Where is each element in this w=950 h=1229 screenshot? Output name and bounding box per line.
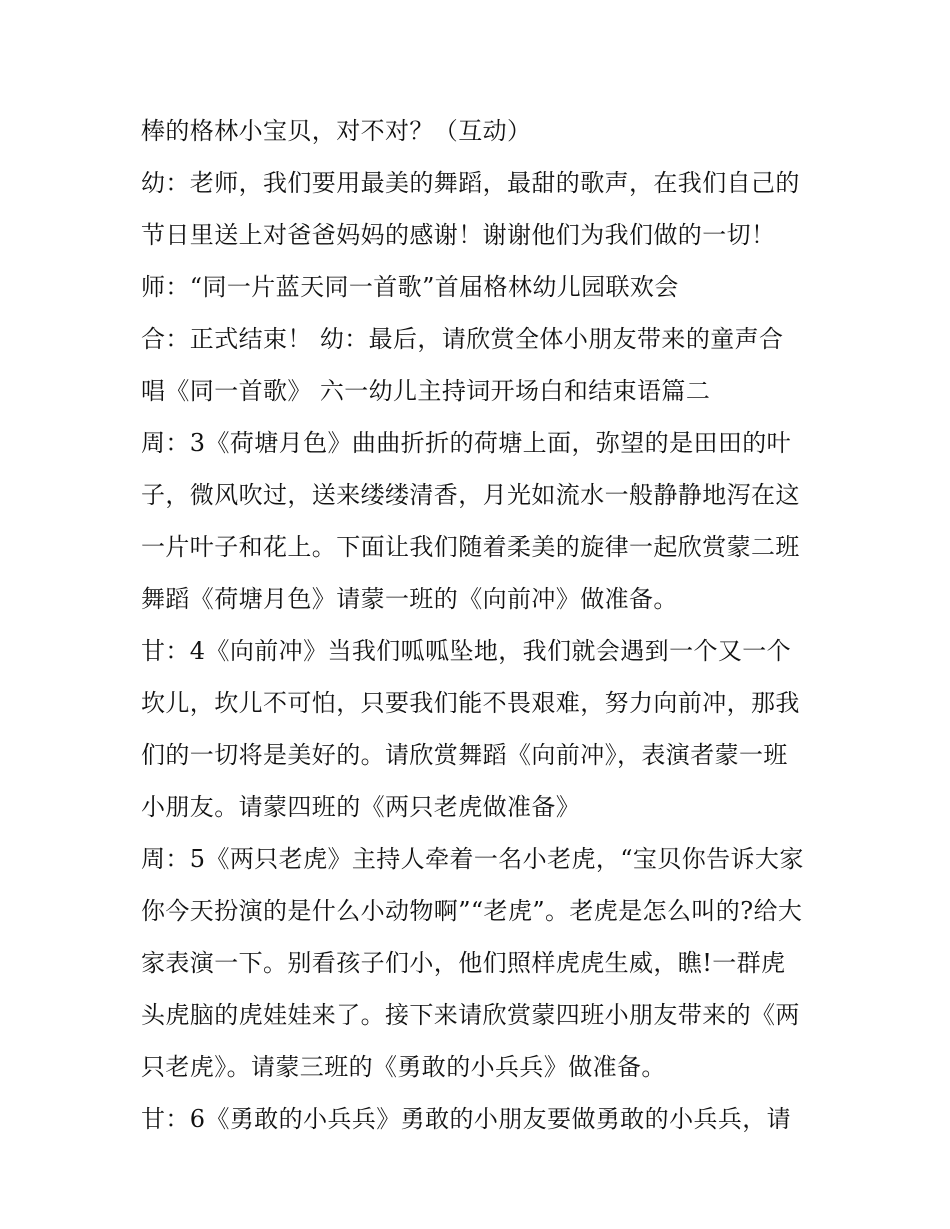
text-line: 家表演一下。别看孩子们小，他们照样虎虎生威，瞧!一群虎 <box>141 949 786 977</box>
text-line: 节日里送上对爸爸妈妈的感谢！谢谢他们为我们做的一切！ <box>141 221 776 249</box>
text-line: 幼：老师，我们要用最美的舞蹈，最甜的歌声，在我们自己的 <box>141 169 800 197</box>
text-line: 甘：6《勇敢的小兵兵》勇敢的小朋友要做勇敢的小兵兵，请 <box>141 1105 792 1133</box>
text-line: 一片叶子和花上。下面让我们随着柔美的旋律一起欣赏蒙二班 <box>141 533 800 561</box>
text-line: 子，微风吹过，送来缕缕清香，月光如流水一般静静地泻在这 <box>141 481 800 509</box>
text-line: 周：5《两只老虎》主持人牵着一名小老虎，“宝贝你告诉大家 <box>141 845 804 873</box>
text-line: 周：3《荷塘月色》曲曲折折的荷塘上面，弥望的是田田的叶 <box>141 429 792 457</box>
text-line: 只老虎》。请蒙三班的《勇敢的小兵兵》做准备。 <box>141 1053 666 1081</box>
text-line: 师：“同一片蓝天同一首歌”首届格林幼儿园联欢会 <box>141 273 679 301</box>
body-text <box>141 105 821 1145</box>
text-line: 甘：4《向前冲》当我们呱呱坠地，我们就会遇到一个又一个 <box>141 637 792 665</box>
text-line: 合：正式结束！ 幼：最后，请欣赏全体小朋友带来的童声合 <box>141 325 784 353</box>
text-line: 唱《同一首歌》 六一幼儿主持词开场白和结束语篇二 <box>141 377 711 405</box>
text-line: 你今天扮演的是什么小动物啊”“老虎”。老虎是怎么叫的?给大 <box>141 897 803 925</box>
text-line: 们的一切将是美好的。请欣赏舞蹈《向前冲》，表演者蒙一班 <box>141 741 788 769</box>
text-line: 舞蹈《荷塘月色》请蒙一班的《向前冲》做准备。 <box>141 585 678 613</box>
text-line: 头虎脑的虎娃娃来了。接下来请欣赏蒙四班小朋友带来的《两 <box>141 1001 800 1029</box>
text-line: 小朋友。请蒙四班的《两只老虎做准备》 <box>141 793 581 821</box>
text-line: 棒的格林小宝贝，对不对？（互动） <box>141 117 532 145</box>
text-line: 坎儿，坎儿不可怕，只要我们能不畏艰难，努力向前冲，那我 <box>141 689 800 717</box>
